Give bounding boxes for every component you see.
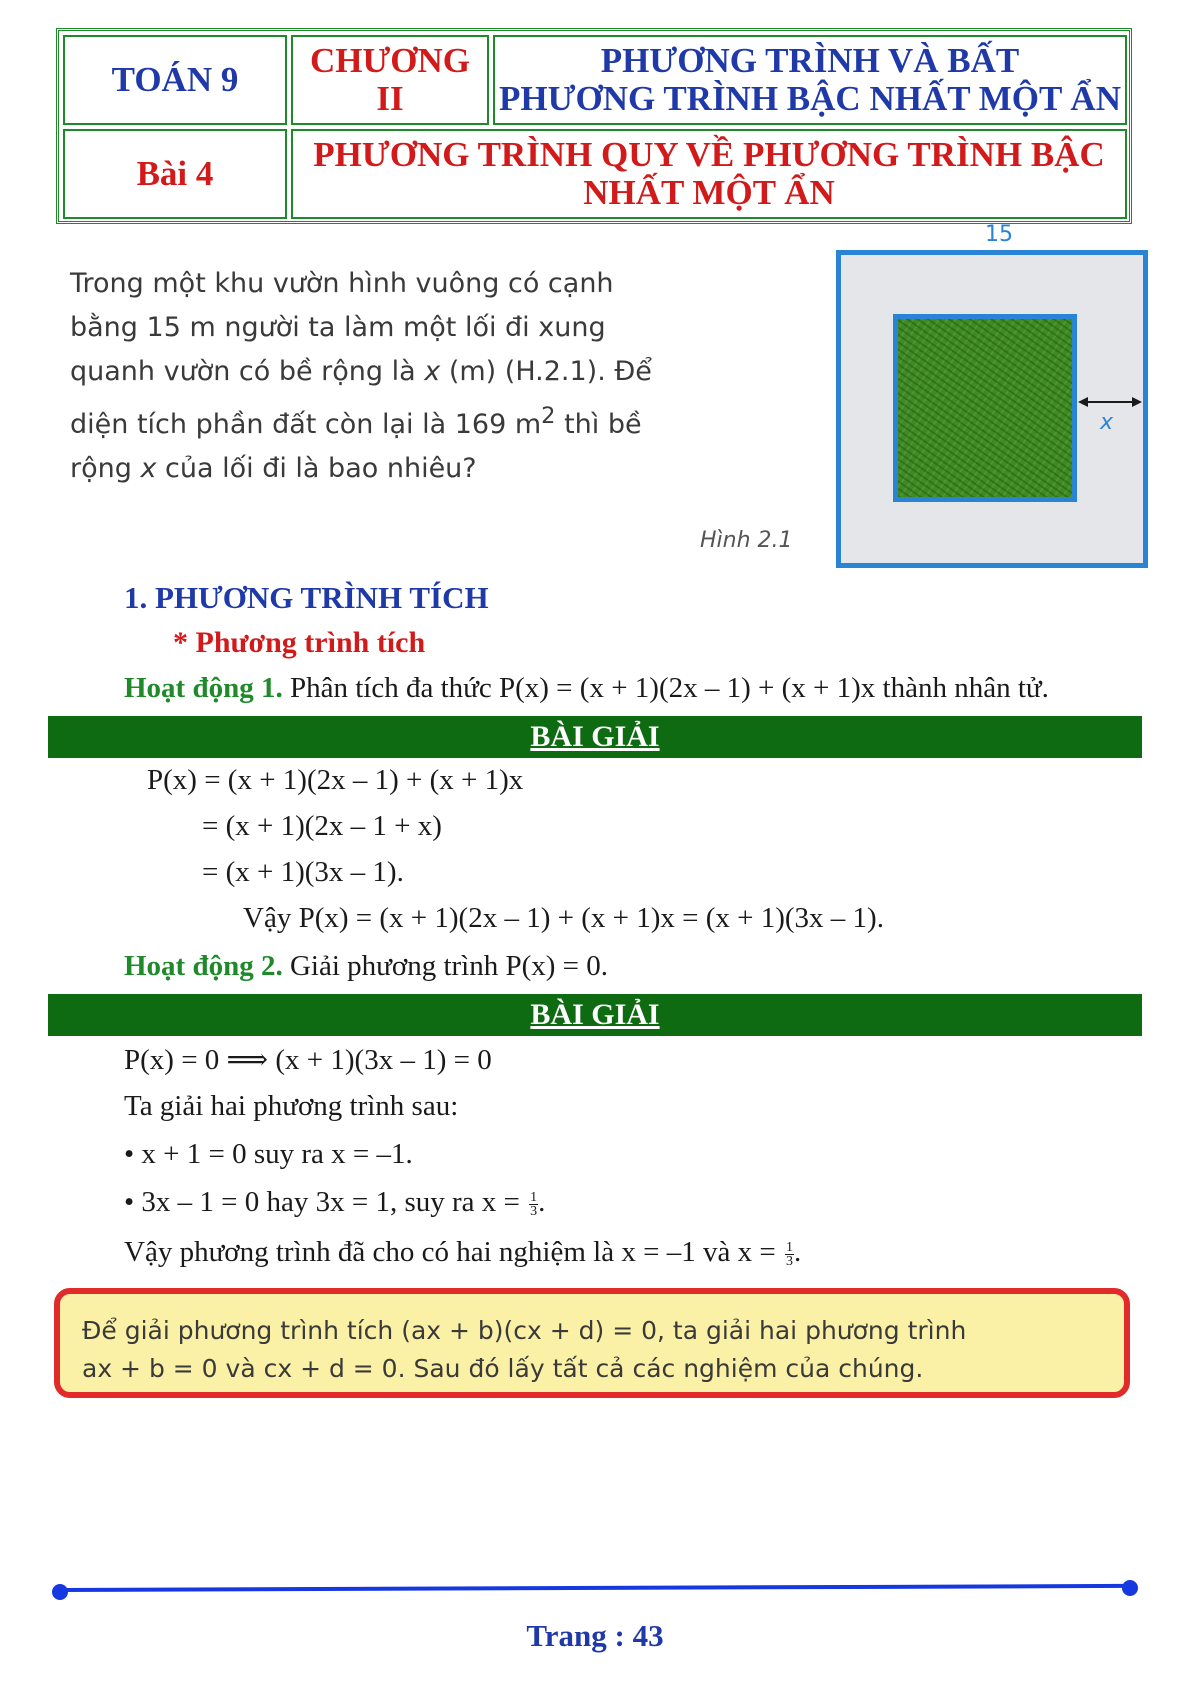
period: . xyxy=(538,1186,546,1218)
grass-area xyxy=(893,314,1077,502)
solution-text-part: Vậy phương trình đã cho có hai nghiệm là x = –1 và x = xyxy=(124,1236,783,1268)
fraction-numerator: 1 xyxy=(785,1239,793,1255)
problem-text-part: của lối đi là bao nhiêu? xyxy=(156,453,477,484)
problem-text-part: rộng xyxy=(70,453,141,484)
solution-line: Ta giải hai phương trình sau: xyxy=(124,1090,459,1122)
problem-line xyxy=(70,394,750,447)
header-table xyxy=(56,28,1132,224)
section-subheading: * Phương trình tích xyxy=(173,626,426,659)
solution-conclusion: Vậy P(x) = (x + 1)(2x – 1) + (x + 1)x = (x + 1)(3x – 1). xyxy=(243,902,884,934)
variable-x: x xyxy=(424,356,441,387)
activity-label: Hoạt động 1. xyxy=(124,672,283,704)
chapter-label: CHƯƠNG xyxy=(309,41,471,81)
problem-text xyxy=(70,262,750,491)
solution-conclusion xyxy=(124,1236,801,1269)
fraction-denominator: 3 xyxy=(530,1203,538,1219)
fraction xyxy=(529,1191,538,1218)
activity-1 xyxy=(124,672,1049,705)
problem-text-part: quanh vườn có bề rộng là xyxy=(70,356,425,387)
activity-text: Phân tích đa thức P(x) = (x + 1)(2x – 1) + (x + 1)x thành nhân tử. xyxy=(282,672,1049,704)
fraction-denominator: 3 xyxy=(785,1253,793,1269)
subject-label: TOÁN 9 xyxy=(111,60,239,100)
lesson-title-cell xyxy=(291,129,1127,219)
chapter-title-cell xyxy=(493,35,1127,125)
section-heading: 1. PHƯƠNG TRÌNH TÍCH xyxy=(124,580,489,615)
solution-line: P(x) = 0 ⟹ (x + 1)(3x – 1) = 0 xyxy=(124,1044,492,1076)
solution-line: = (x + 1)(2x – 1 + x) xyxy=(202,810,442,842)
solution-line: P(x) = (x + 1)(2x – 1) + (x + 1)x xyxy=(147,764,524,796)
lesson-title-line2: NHẤT MỘT ẨN xyxy=(583,173,835,212)
chapter-number: II xyxy=(376,79,404,118)
problem-line xyxy=(70,447,750,491)
chapter-title-line1: PHƯƠNG TRÌNH VÀ BẤT xyxy=(600,41,1020,81)
solution-banner: BÀI GIẢI xyxy=(48,994,1142,1036)
footer-rule xyxy=(60,1584,1126,1592)
problem-text-part: (m) (H.2.1). Để xyxy=(440,356,652,387)
footer-rule-dot xyxy=(1122,1580,1138,1596)
figure-x-label: x xyxy=(1100,410,1114,435)
solution-text-part: • 3x – 1 = 0 hay 3x = 1, suy ra x = xyxy=(124,1186,528,1218)
figure-caption: Hình 2.1 xyxy=(700,528,793,553)
width-arrow-icon xyxy=(1078,392,1142,412)
fraction xyxy=(785,1241,794,1268)
fraction-numerator: 1 xyxy=(530,1189,538,1205)
activity-text: Giải phương trình P(x) = 0. xyxy=(282,950,609,982)
solution-banner: BÀI GIẢI xyxy=(48,716,1142,758)
problem-line: bằng 15 m người ta làm một lối đi xung xyxy=(70,312,606,343)
variable-x: x xyxy=(140,453,157,484)
problem-text-part: diện tích phần đất còn lại là 169 m xyxy=(70,409,542,440)
lesson-cell xyxy=(63,129,287,219)
page-number: Trang : 43 xyxy=(526,1618,664,1653)
note-line: ax + b = 0 và cx + d = 0. Sau đó lấy tất cả các nghiệm của chúng. xyxy=(82,1354,924,1383)
solution-bullet xyxy=(124,1186,545,1219)
note-box xyxy=(54,1288,1130,1398)
problem-text-part: thì bề xyxy=(555,409,642,440)
exponent: 2 xyxy=(541,403,556,429)
solution-bullet: • x + 1 = 0 suy ra x = –1. xyxy=(124,1138,413,1170)
subject-cell xyxy=(63,35,287,125)
activity-label: Hoạt động 2. xyxy=(124,950,283,982)
chapter-title-line2: PHƯƠNG TRÌNH BẬC NHẤT MỘT ẨN xyxy=(499,79,1121,118)
period: . xyxy=(793,1236,802,1268)
note-line: Để giải phương trình tích (ax + b)(cx + d) = 0, ta giải hai phương trình xyxy=(82,1316,967,1345)
figure-side-label: 15 xyxy=(985,222,1013,247)
solution-line: = (x + 1)(3x – 1). xyxy=(202,856,404,888)
lesson-title-line1: PHƯƠNG TRÌNH QUY VỀ PHƯƠNG TRÌNH BẬC xyxy=(313,135,1105,175)
chapter-cell xyxy=(291,35,489,125)
problem-line: Trong một khu vườn hình vuông có cạnh xyxy=(70,268,614,299)
problem-line xyxy=(70,350,750,394)
activity-2 xyxy=(124,950,608,983)
lesson-label: Bài 4 xyxy=(136,154,214,194)
footer-rule-dot xyxy=(52,1584,68,1600)
